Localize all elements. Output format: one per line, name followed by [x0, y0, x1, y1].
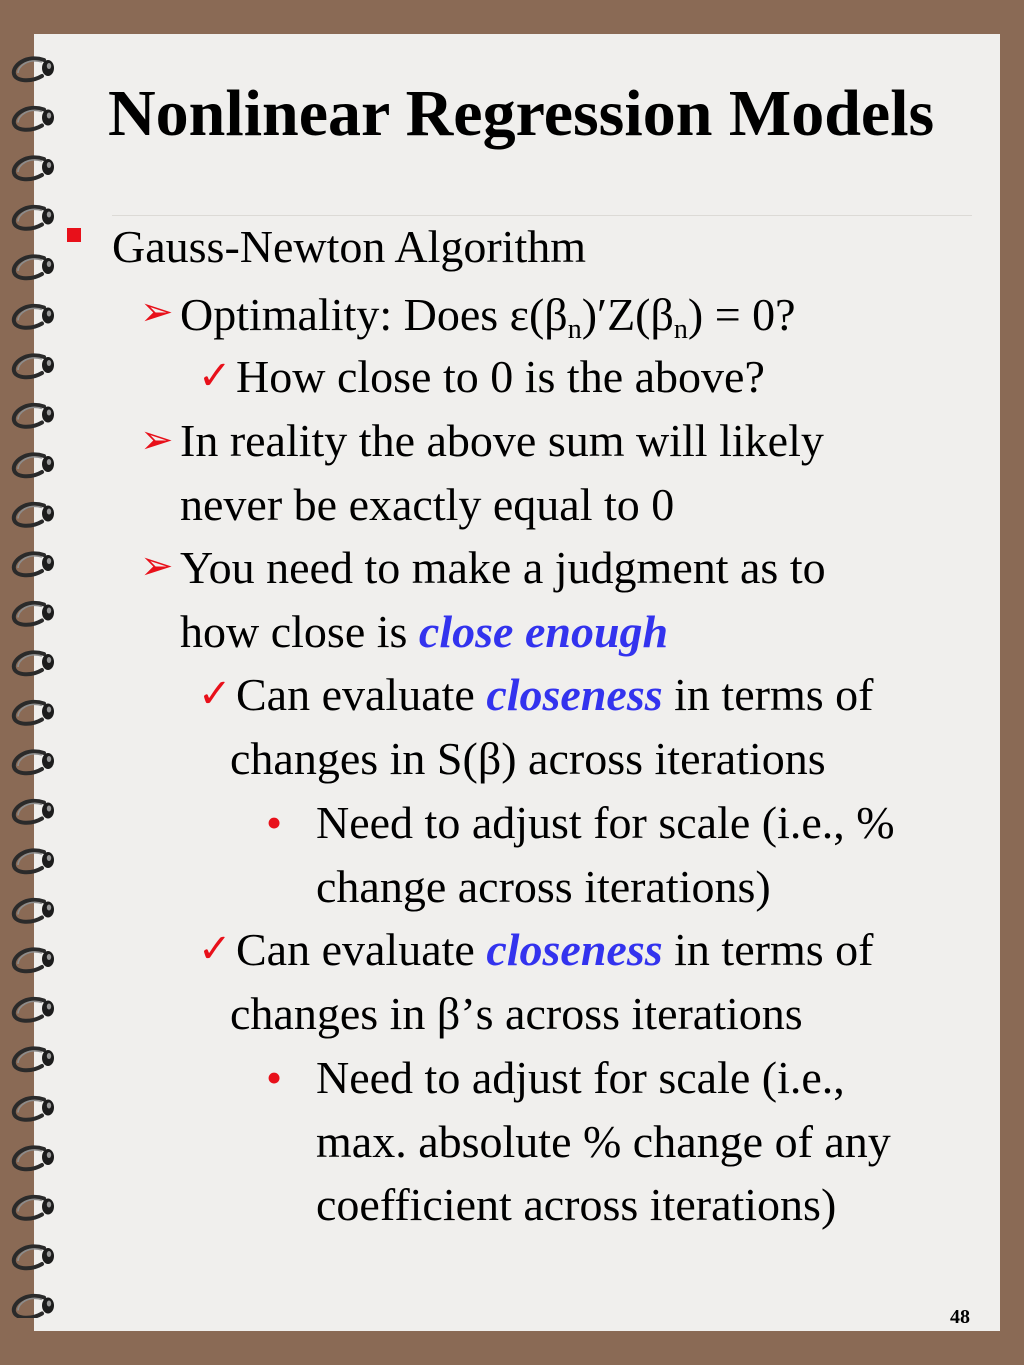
- subscript-n: n: [673, 314, 688, 345]
- spiral-ring: [14, 157, 54, 179]
- bullet-in-reality-line1: In reality the above sum will likely: [180, 415, 824, 466]
- spiral-ring: [14, 702, 54, 724]
- arrow-bullet-icon: ➢: [140, 417, 174, 462]
- bullet-closeness-b-line1: [236, 924, 874, 975]
- arrow-bullet-icon: ➢: [140, 543, 174, 588]
- bullet-judgment-line2: [180, 606, 669, 657]
- bullet-closeness-s-line2: changes in S(β) across iterations: [230, 733, 826, 784]
- spiral-ring: [14, 405, 54, 427]
- spiral-ring: [14, 949, 54, 971]
- check-bullet-icon: ✓: [198, 926, 232, 971]
- bullet-closeness-b-line2: changes in β’s across iterations: [230, 988, 803, 1039]
- spiral-ring: [14, 652, 54, 674]
- dot-bullet-icon: •: [266, 797, 283, 848]
- bullet-how-close: How close to 0 is the above?: [236, 351, 765, 402]
- spiral-ring: [14, 751, 54, 773]
- judgment-text: how close is: [180, 606, 419, 657]
- bullet-scale-2-line1: Need to adjust for scale (i.e.,: [316, 1052, 845, 1103]
- spiral-ring: [14, 58, 54, 80]
- closeness-text: Can evaluate: [236, 924, 487, 975]
- emphasis-closeness: closeness: [486, 924, 663, 975]
- emphasis-close-enough: close enough: [418, 606, 669, 657]
- check-bullet-icon: ✓: [198, 353, 232, 398]
- optimality-text-mid: )′Z(β: [581, 289, 674, 340]
- spiral-ring: [14, 553, 54, 575]
- spiral-ring: [14, 801, 54, 823]
- spiral-ring: [14, 1197, 54, 1219]
- spiral-ring: [14, 504, 54, 526]
- spiral-ring: [14, 900, 54, 922]
- closeness-text-end: in terms of: [662, 669, 874, 720]
- dot-bullet-icon: •: [266, 1052, 283, 1103]
- spiral-ring: [14, 355, 54, 377]
- spiral-ring: [14, 1048, 54, 1070]
- optimality-text: Optimality: Does ε(β: [180, 289, 568, 340]
- spiral-ring: [14, 1246, 54, 1268]
- spiral-ring: [14, 256, 54, 278]
- check-bullet-icon: ✓: [198, 671, 232, 716]
- bullet-scale-2-line3: coefficient across iterations): [316, 1179, 837, 1230]
- spiral-ring: [14, 603, 54, 625]
- bullet-in-reality-line2: never be exactly equal to 0: [180, 479, 675, 530]
- subscript-n: n: [567, 314, 582, 345]
- spiral-ring: [14, 1098, 54, 1120]
- bullet-closeness-s-line1: [236, 669, 874, 720]
- emphasis-closeness: closeness: [486, 669, 663, 720]
- page-number: 48: [950, 1306, 970, 1328]
- arrow-bullet-icon: ➢: [140, 289, 174, 334]
- optimality-text-end: ) = 0?: [687, 289, 796, 340]
- title-divider: [112, 215, 972, 216]
- spiral-ring: [14, 1147, 54, 1169]
- bullet-scale-2-line2: max. absolute % change of any: [316, 1116, 891, 1167]
- spiral-ring: [14, 306, 54, 328]
- spiral-binding-icon: [6, 48, 60, 1318]
- bullet-scale-1-line2: change across iterations): [316, 861, 771, 912]
- spiral-ring: [14, 454, 54, 476]
- spiral-ring: [14, 1296, 54, 1318]
- bullet-judgment-line1: You need to make a judgment as to: [180, 542, 826, 593]
- spiral-ring: [14, 850, 54, 872]
- closeness-text: Can evaluate: [236, 669, 487, 720]
- spiral-ring: [14, 999, 54, 1021]
- closeness-text-end: in terms of: [662, 924, 874, 975]
- bullet-gauss-newton: Gauss-Newton Algorithm: [112, 221, 587, 272]
- spiral-ring: [14, 108, 54, 130]
- bullet-optimality: [180, 289, 796, 345]
- square-bullet-icon: [67, 228, 81, 242]
- slide-title: Nonlinear Regression Models: [108, 77, 935, 150]
- spiral-ring: [14, 207, 54, 229]
- bullet-scale-1-line1: Need to adjust for scale (i.e., %: [316, 797, 895, 848]
